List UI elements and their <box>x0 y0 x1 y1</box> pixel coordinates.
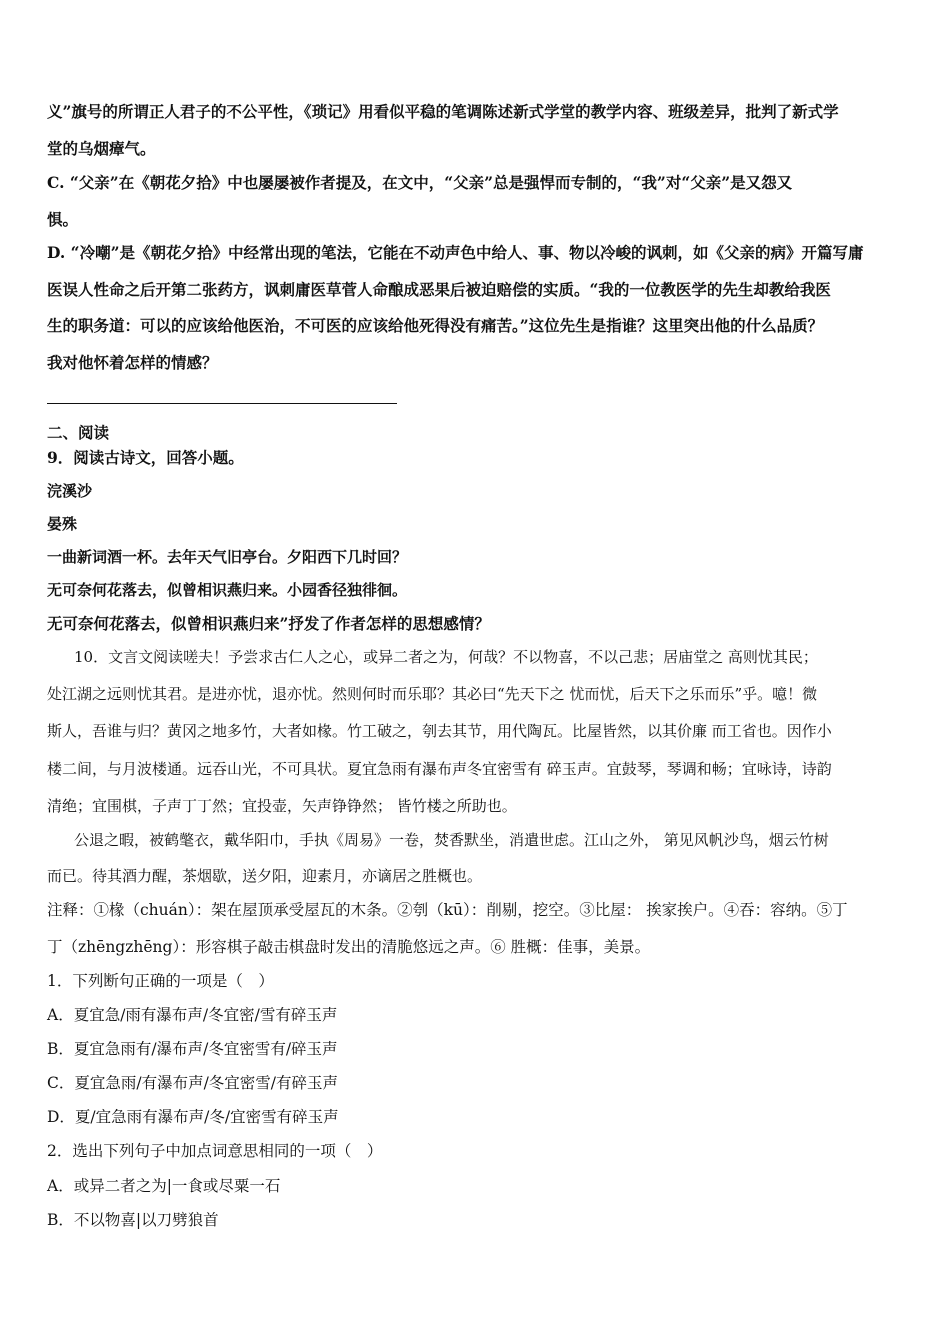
text-line: 医误人性命之后开第二张药方，讽刺庸医草菅人命酿成恶果后被迫赔偿的实质。“我的一位教医学的先生却教给我医 <box>47 280 831 299</box>
passage-line: 处江湖之远则忧其君。是进亦忧，退亦忧。然则何时而乐耶？其必曰“先天下之 忧而忧，后天下之乐而乐”乎。噫！微 <box>47 685 818 703</box>
poem-line: 无可奈何花落去，似曾相识燕归来。小园香径独徘徊。 <box>47 581 408 599</box>
option-d: D. “冷嘲”是《朝花夕拾》中经常出现的笔法，它能在不动声色中给人、事、物以冷峻的讽刺，如《父亲的病》开篇写庸 <box>47 243 864 262</box>
answer-blank-line <box>47 403 397 404</box>
notes-line: 丁（zhēngzhēng）：形容棋子敲击棋盘时发出的清脆悠远之声。⑥ 胜概：佳事，美景。 <box>47 938 651 956</box>
text-line: 生的职务道：可以的应该给他医治，不可医的应该给他死得没有痛苦。”这位先生是指谁？这里突出他的什么品质？ <box>47 316 824 335</box>
passage-line: 公退之暇，被鹤氅衣，戴华阳巾，手执《周易》一卷，焚香默坐，消遣世虑。江山之外， 第见风帆沙鸟，烟云竹树 <box>74 831 829 849</box>
option-d: D．夏/宜急雨有瀑布声/冬/宜密雪有碎玉声 <box>47 1108 339 1126</box>
poem-line: 一曲新词酒一杯。去年天气旧亭台。夕阳西下几时回？ <box>47 548 408 566</box>
option-b: B．不以物喜|以刀劈狼首 <box>47 1211 219 1229</box>
question-9-text: 无可奈何花落去，似曾相识燕归来”抒发了作者怎样的思想感情？ <box>47 614 490 633</box>
notes-line: 注释：①椽（chuán）：架在屋顶承受屋瓦的木条。②刳（kū）：削剔，挖空。③比屋： 挨家挨户。④吞：容纳。⑤丁 <box>47 901 848 919</box>
option-a: A．夏宜急/雨有瀑布声/冬宜密/雪有碎玉声 <box>47 1006 338 1024</box>
text-line: 义”旗号的所谓正人君子的不公平性，《琐记》用看似平稳的笔调陈述新式学堂的教学内容、班级差异，批判了新式学 <box>47 102 839 121</box>
sub-question-2-stem: 2．选出下列句子中加点词意思相同的一项（ ） <box>47 1142 383 1160</box>
text-line: 堂的乌烟瘴气。 <box>47 139 156 158</box>
question-9-prompt: 9．阅读古诗文，回答小题。 <box>47 448 244 467</box>
option-a: A．或异二者之为|一食或尽粟一石 <box>47 1177 281 1195</box>
passage-line: 而已。待其酒力醒，茶烟歇，送夕阳，迎素月，亦谪居之胜概也。 <box>47 867 483 885</box>
option-c: C．夏宜急雨/有瀑布声/冬宜密雪/有碎玉声 <box>47 1074 339 1092</box>
poem-author: 晏殊 <box>47 515 78 533</box>
text-line: 惧。 <box>47 210 79 229</box>
section-heading: 二、阅读 <box>47 423 110 442</box>
poem-title: 浣溪沙 <box>47 482 93 500</box>
option-c: C. “父亲”在《朝花夕拾》中也屡屡被作者提及，在文中，“父亲”总是强悍而专制的，“我”对“父亲”是又怨又 <box>47 173 793 192</box>
passage-line: 清绝；宜围棋，子声丁丁然；宜投壶，矢声铮铮然； 皆竹楼之所助也。 <box>47 797 517 815</box>
sub-question-1-stem: 1．下列断句正确的一项是（ ） <box>47 972 274 990</box>
option-b: B．夏宜急雨有/瀑布声/冬宜密雪有/碎玉声 <box>47 1040 338 1058</box>
text-line: 我对他怀着怎样的情感？ <box>47 353 218 372</box>
passage-line: 楼二间，与月波楼通。远吞山光，不可具状。夏宜急雨有瀑布声冬宜密雪有 碎玉声。宜鼓琴，琴调和畅；宜咏诗，诗韵 <box>47 760 832 778</box>
passage-line: 斯人，吾谁与归？黄冈之地多竹，大者如椽。竹工破之，刳去其节，用代陶瓦。比屋皆然，以其价廉 而工省也。因作小 <box>47 722 832 740</box>
passage-line: 10．文言文阅读嗟夫！予尝求古仁人之心，或异二者之为，何哉？不以物喜，不以己悲；居庙堂之 高则忧其民； <box>74 648 818 666</box>
